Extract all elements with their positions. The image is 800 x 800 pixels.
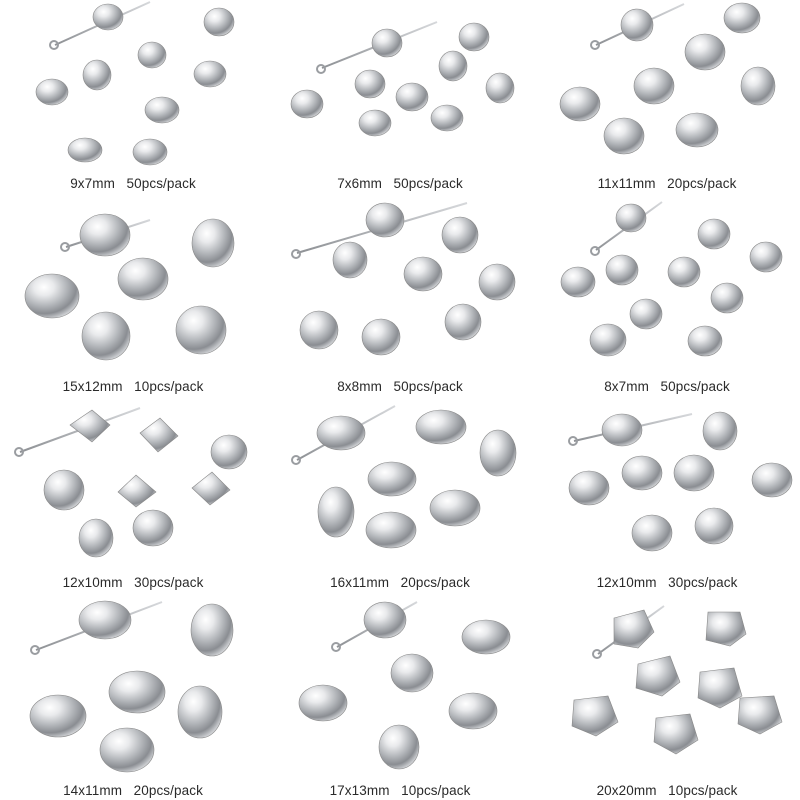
bead-panel-3 bbox=[534, 0, 800, 200]
bead-photo-9 bbox=[534, 400, 800, 600]
qty-label: 30pcs/pack bbox=[668, 575, 738, 590]
size-label: 11x11mm bbox=[597, 176, 656, 191]
bead-panel-6 bbox=[534, 200, 800, 400]
bead-panel-7 bbox=[0, 400, 266, 600]
qty-label: 10pcs/pack bbox=[401, 783, 471, 798]
size-label: 17x13mm bbox=[329, 783, 390, 798]
size-label: 12x10mm bbox=[596, 575, 657, 590]
qty-label: 50pcs/pack bbox=[393, 379, 463, 394]
bead-photo-4 bbox=[0, 200, 266, 400]
bead-panel-4 bbox=[0, 200, 266, 400]
size-label: 8x7mm bbox=[604, 379, 649, 394]
caption-6 bbox=[534, 379, 800, 394]
caption-7 bbox=[0, 575, 266, 590]
caption-2 bbox=[267, 176, 533, 191]
size-label: 8x8mm bbox=[337, 379, 382, 394]
qty-label: 10pcs/pack bbox=[134, 379, 204, 394]
caption-11 bbox=[267, 783, 533, 798]
qty-label: 50pcs/pack bbox=[393, 176, 463, 191]
caption-3 bbox=[534, 176, 800, 191]
qty-label: 20pcs/pack bbox=[667, 176, 737, 191]
bead-panel-8 bbox=[267, 400, 533, 600]
bead-panel-10 bbox=[0, 600, 266, 800]
size-label: 16x11mm bbox=[330, 575, 390, 590]
caption-1 bbox=[0, 176, 266, 191]
bead-photo-5 bbox=[267, 200, 533, 400]
bead-photo-10 bbox=[0, 600, 266, 800]
bead-panel-5 bbox=[267, 200, 533, 400]
bead-photo-11 bbox=[267, 600, 533, 800]
qty-label: 30pcs/pack bbox=[134, 575, 204, 590]
bead-photo-8 bbox=[267, 400, 533, 600]
size-label: 20x20mm bbox=[596, 783, 657, 798]
bead-photo-3 bbox=[534, 0, 800, 200]
qty-label: 50pcs/pack bbox=[126, 176, 196, 191]
size-label: 9x7mm bbox=[70, 176, 115, 191]
bead-photo-12 bbox=[534, 600, 800, 800]
size-label: 12x10mm bbox=[62, 575, 123, 590]
bead-panel-9 bbox=[534, 400, 800, 600]
bead-panel-11 bbox=[267, 600, 533, 800]
bead-photo-2 bbox=[267, 0, 533, 200]
qty-label: 20pcs/pack bbox=[400, 575, 470, 590]
caption-4 bbox=[0, 379, 266, 394]
size-label: 14x11mm bbox=[63, 783, 123, 798]
bead-photo-7 bbox=[0, 400, 266, 600]
qty-label: 50pcs/pack bbox=[660, 379, 730, 394]
caption-10 bbox=[0, 783, 266, 798]
qty-label: 10pcs/pack bbox=[668, 783, 738, 798]
qty-label: 20pcs/pack bbox=[133, 783, 203, 798]
bead-panel-12 bbox=[534, 600, 800, 800]
caption-8 bbox=[267, 575, 533, 590]
bead-panel-2 bbox=[267, 0, 533, 200]
caption-12 bbox=[534, 783, 800, 798]
caption-5 bbox=[267, 379, 533, 394]
size-label: 7x6mm bbox=[337, 176, 382, 191]
bead-panel-1 bbox=[0, 0, 266, 200]
caption-9 bbox=[534, 575, 800, 590]
bead-photo-6 bbox=[534, 200, 800, 400]
bead-photo-1 bbox=[0, 0, 266, 200]
size-label: 15x12mm bbox=[62, 379, 123, 394]
